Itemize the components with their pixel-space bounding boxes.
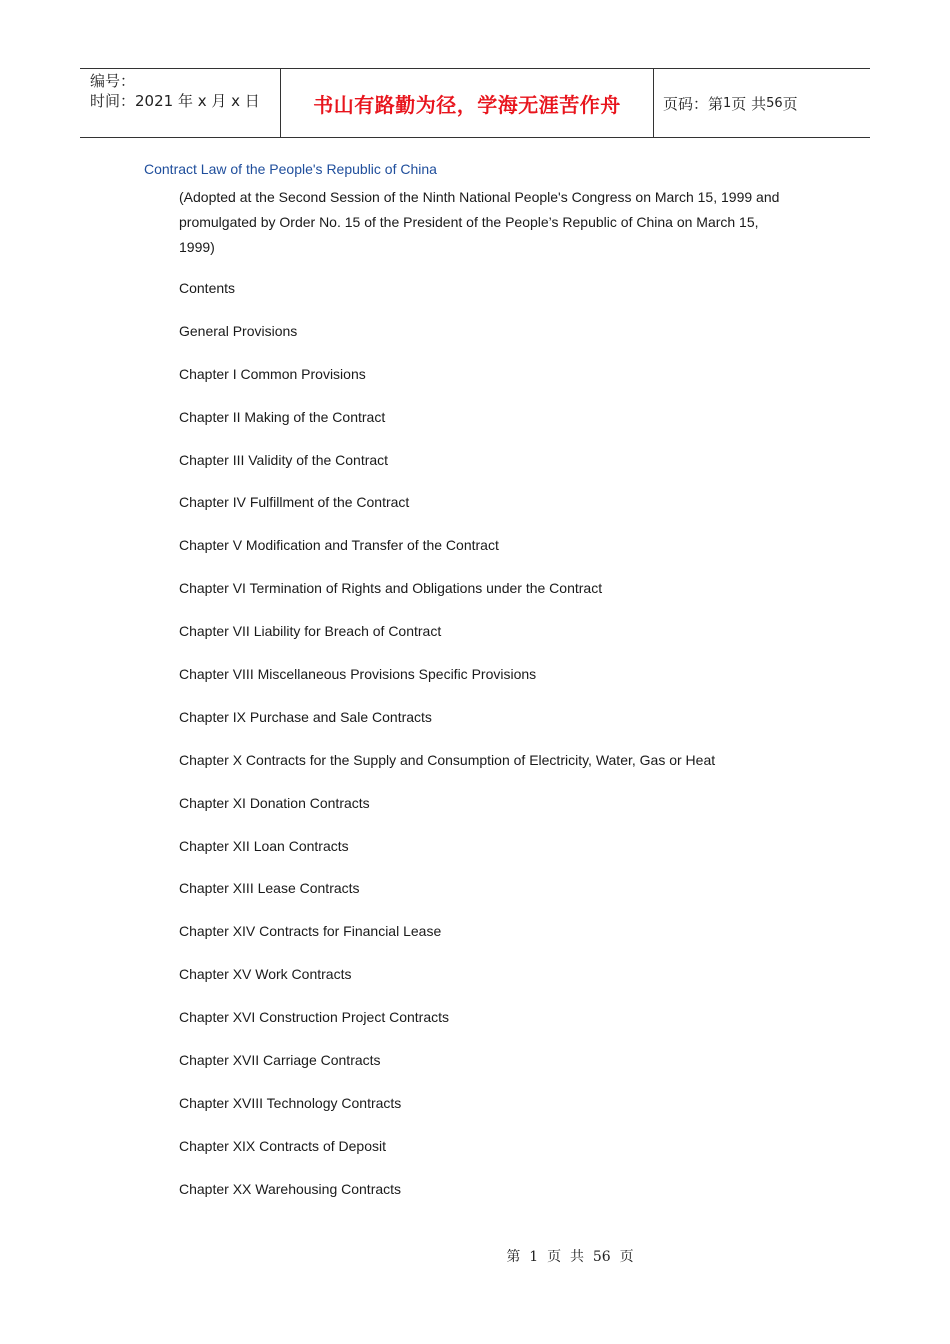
document-date-label: 时间：2021 年 x 月 x 日 <box>90 92 260 110</box>
toc-item: Chapter XX Warehousing Contracts <box>179 1180 402 1197</box>
toc-item: Chapter XII Loan Contracts <box>179 837 349 854</box>
toc-item: Chapter II Making of the Contract <box>179 408 386 425</box>
toc-item: Chapter IX Purchase and Sale Contracts <box>179 708 432 725</box>
toc-item: Chapter III Validity of the Contract <box>179 451 389 468</box>
toc-item: Chapter XIX Contracts of Deposit <box>179 1137 386 1154</box>
header-motto-cell <box>281 69 654 137</box>
header-meta-cell <box>80 69 281 137</box>
toc-item: Chapter XVI Construction Project Contracts <box>179 1009 450 1026</box>
toc-item: Chapter XVII Carriage Contracts <box>179 1052 381 1069</box>
adoption-note-line: (Adopted at the Second Session of the Ninth National People's Congress on March 15, 1999 and <box>179 189 780 205</box>
page-current: 1 <box>723 95 732 111</box>
toc-item: Chapter X Contracts for the Supply and Consumption of Electricity, Water, Gas or Heat <box>179 751 716 768</box>
toc-item: Chapter XIII Lease Contracts <box>179 880 360 897</box>
header-page-cell <box>654 69 870 137</box>
page-footer <box>0 1246 950 1266</box>
page-total: 56 <box>766 95 783 111</box>
document-number-label: 编号： <box>90 72 136 90</box>
toc-item: Chapter XVIII Technology Contracts <box>179 1094 402 1111</box>
toc-item: Chapter XI Donation Contracts <box>179 794 370 811</box>
toc-item: Chapter VIII Miscellaneous Provisions Specific Provisions <box>179 666 537 683</box>
adoption-note <box>179 185 804 260</box>
page-mid: 页 共 <box>731 94 767 113</box>
page-prefix: 页码：第 <box>663 94 724 113</box>
toc-item: Chapter V Modification and Transfer of the Contract <box>179 537 499 554</box>
toc-item: Chapter VII Liability for Breach of Contract <box>179 623 442 640</box>
toc-item: Chapter IV Fulfillment of the Contract <box>179 494 410 511</box>
toc-item: Contents <box>179 280 236 296</box>
page-header <box>80 68 870 138</box>
footer-page-number: 第 1 页 共 56 页 <box>506 1249 634 1265</box>
table-of-contents <box>179 278 715 1222</box>
toc-item: Chapter VI Termination of Rights and Obligations under the Contract <box>179 580 603 597</box>
adoption-note-line: promulgated by Order No. 15 of the President of the People’s Republic of China on March 15, <box>179 214 759 230</box>
toc-item: Chapter I Common Provisions <box>179 365 366 382</box>
header-motto: 书山有路勤为径，学海无涯苦作舟 <box>313 92 621 117</box>
document-title: Contract Law of the People's Republic of China <box>144 161 437 177</box>
toc-item: Chapter XV Work Contracts <box>179 966 352 983</box>
toc-item: General Provisions <box>179 322 298 339</box>
adoption-note-line: 1999) <box>179 239 215 255</box>
toc-item: Chapter XIV Contracts for Financial Lease <box>179 923 442 940</box>
page-suffix: 页 <box>782 94 798 113</box>
